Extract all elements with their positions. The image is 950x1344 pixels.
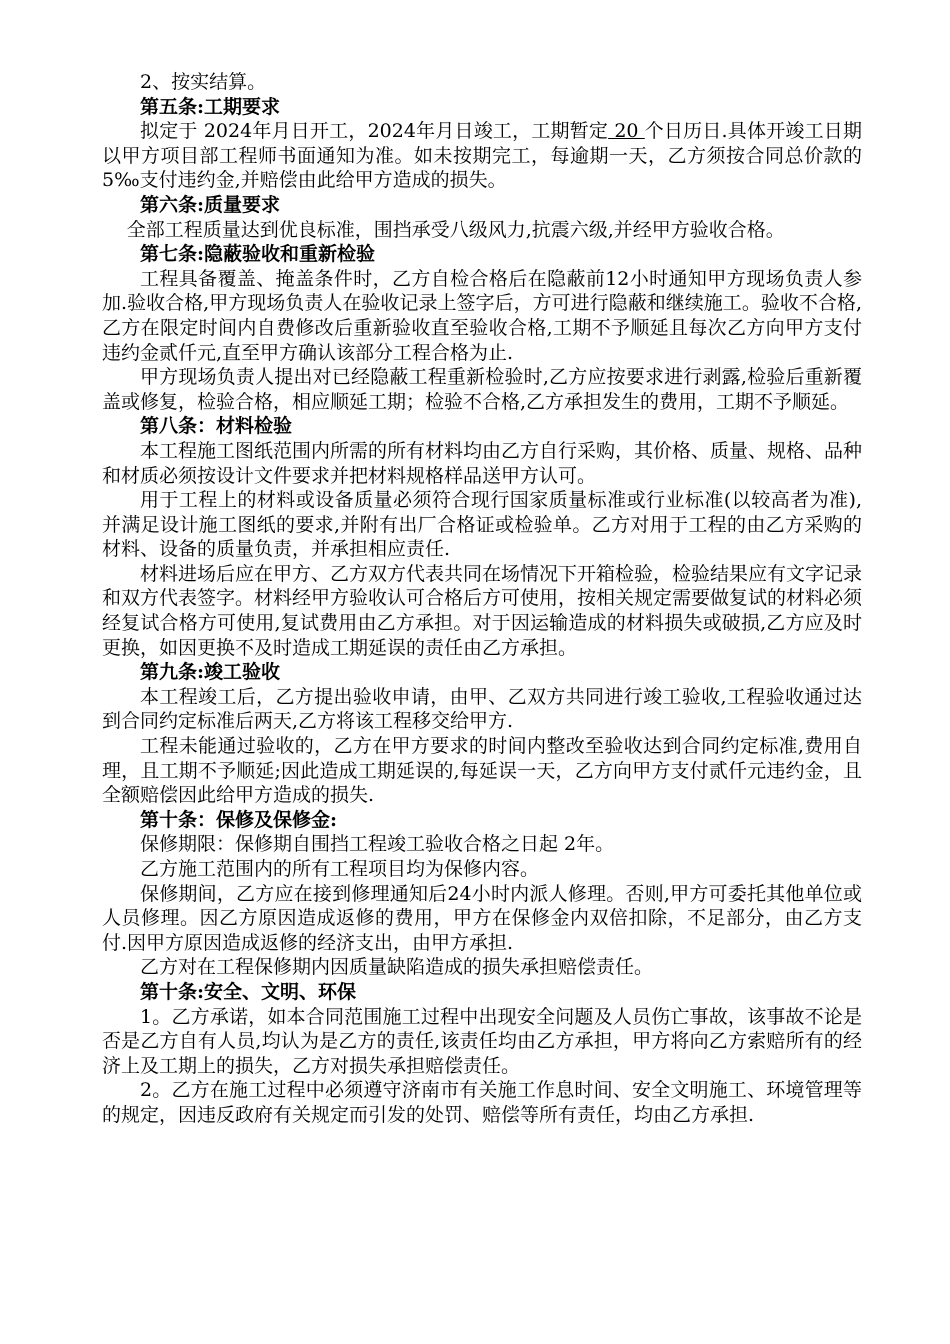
article-9-paragraph-2: 工程未能通过验收的，乙方在甲方要求的时间内整改至验收达到合同约定标准,费用自理，且工期不予顺延;因此造成工期延误的,每延误一天，乙方向甲方支付贰仟元违约金，且全额赔偿因此给甲方造成的损失. (102, 735, 862, 807)
safety-paragraph-2: 2。乙方在施工过程中必须遵守济南市有关施工作息时间、安全文明施工、环境管理等的规定，因违反政府有关规定而引发的处罚、赔偿等所有责任，均由乙方承担. (102, 1079, 862, 1126)
article-10-safety-heading: 第十条:安全、文明、环保 (140, 980, 357, 1003)
article-5-heading: 第五条:工期要求 (140, 95, 281, 118)
warranty-period: 保修期限：保修期自围挡工程竣工验收合格之日起 2年。 (140, 833, 615, 856)
article-10-warranty-heading: 第十条：保修及保修金: (140, 808, 338, 831)
article-5-text-a: 拟定于 2024年月日开工，2024年月日竣工，工期暂定 (140, 120, 609, 143)
article-8-paragraph-1: 本工程施工图纸范围内所需的所有材料均由乙方自行采购，其价格、质量、规格、品种和材质必须按设计文件要求并把材料规格样品送甲方认可。 (102, 439, 863, 487)
article-7-paragraph-2: 甲方现场负责人提出对已经隐蔽工程重新检验时,乙方应按要求进行剥露,检验后重新覆盖或修复，检验合格，相应顺延工期；检验不合格,乙方承担发生的费用，工期不予顺延。 (102, 366, 862, 413)
safety-paragraph-1: 1。乙方承诺，如本合同范围施工过程中出现安全问题及人员伤亡事故，该事故不论是否是乙方自有人员,均认为是乙方的责任,该责任均由乙方承担，甲方将向乙方索赔所有的经济上及工期上的损失，乙方对损失承担赔偿责任。 (102, 1005, 862, 1077)
article-6-paragraph: 全部工程质量达到优良标准，围挡承受八级风力,抗震六级,并经甲方验收合格。 (126, 218, 785, 241)
settlement-item: 2、按实结算。 (140, 71, 267, 93)
warranty-scope: 乙方施工范围内的所有工程项目均为保修内容。 (140, 858, 540, 880)
article-6-heading: 第六条:质量要求 (140, 193, 281, 216)
article-7-heading: 第七条:隐蔽验收和重新检验 (140, 243, 376, 266)
article-9-heading: 第九条:竣工验收 (140, 661, 281, 684)
article-8-paragraph-2: 用于工程上的材料或设备质量必须符合现行国家质量标准或行业标准(以较高者为准),并满足设计施工图纸的要求,并附有出厂合格证或检验单。乙方对用于工程的由乙方采购的材料、设备的质量负责，并承担相应责任. (102, 489, 862, 561)
warranty-repair: 保修期间，乙方应在接到修理通知后24小时内派人修理。否则,甲方可委托其他单位或人员修理。因乙方原因造成返修的费用，甲方在保修金内双倍扣除，不足部分，由乙方支付.因甲方原因造成返修的经济支出，由甲方承担. (102, 882, 862, 954)
warranty-liability: 乙方对在工程保修期内因质量缺陷造成的损失承担赔偿责任。 (140, 956, 654, 979)
article-9-paragraph-1: 本工程竣工后，乙方提出验收申请，由甲、乙双方共同进行竣工验收,工程验收通过达到合同约定标准后两天,乙方将该工程移交给甲方. (102, 685, 862, 733)
article-5-paragraph (102, 119, 862, 193)
article-7-paragraph-1: 工程具备覆盖、掩盖条件时，乙方自检合格后在隐蔽前12小时通知甲方现场负责人参加.验收合格,甲方现场负责人在验收记录上签字后，方可进行隐蔽和继续施工。验收不合格,乙方在限定时间内自费修改后重新验收直至验收合格,工期不予顺延且每次乙方向甲方支付违约金贰仟元,直至甲方确认该部分工程合格为止. (102, 267, 862, 364)
contract-page (102, 70, 862, 1128)
article-8-heading: 第八条：材料检验 (140, 415, 293, 438)
duration-days: 20 (608, 120, 645, 143)
article-5-text-b: 个日历日.具体开竣工日期以甲方项目部工程师书面通知为准。如未按期完工，每逾期一天，乙方须按合同总价款的5‰支付违约金,并赔偿由此给甲方造成的损失。 (102, 120, 862, 192)
article-8-paragraph-3: 材料进场后应在甲方、乙方双方代表共同在场情况下开箱检验，检验结果应有文字记录和双方代表签字。材料经甲方验收认可合格后方可使用，按相关规定需要做复试的材料必须经复试合格方可使用,复试费用由乙方承担。对于因运输造成的材料损失或破损,乙方应及时更换，如因更换不及时造成工期延误的责任由乙方承担。 (102, 562, 863, 659)
